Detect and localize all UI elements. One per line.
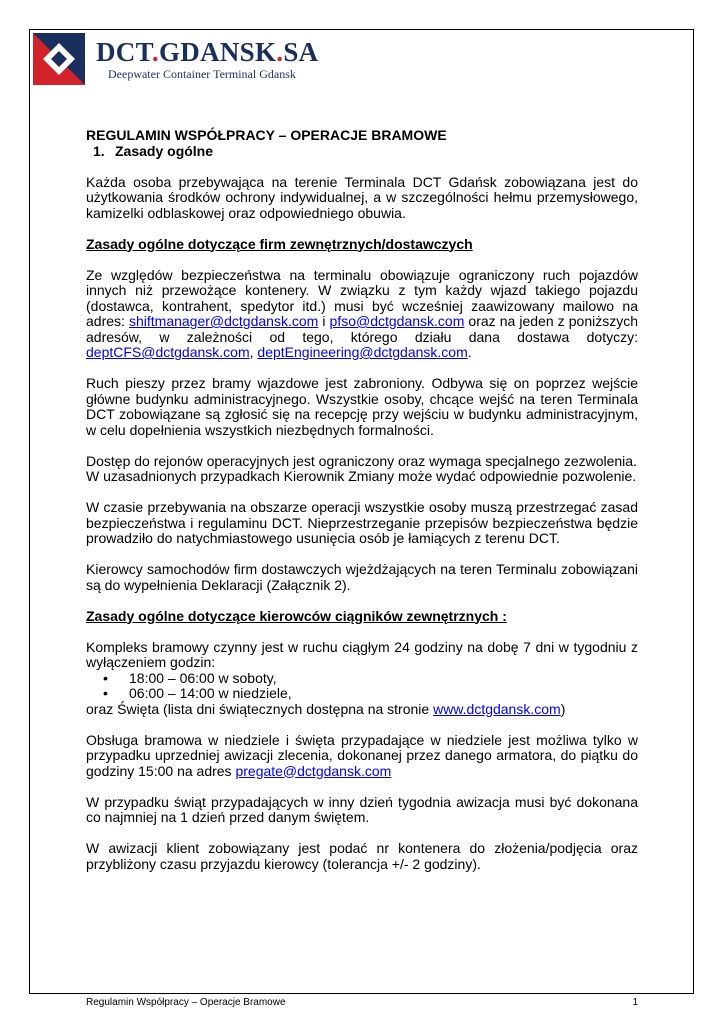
hours-list [86,671,638,702]
website-link[interactable]: www.dctgdansk.com [433,700,561,717]
dct-logo-icon [33,33,85,85]
paragraph-holiday-notice: W przypadku świąt przypadających w inny dzień tygodnia awizacja musi być dokonana co najmniej na 1 dzień przed danym świętem. [86,793,638,825]
list-item: • 06:00 – 14:00 w niedziele, [86,686,638,702]
brand-wordmark: DCT.GDANSK.SA [96,37,319,67]
subheading-drivers: Zasady ogólne dotyczące kierowców ciągników zewnętrznych : [86,607,507,624]
brand-subtitle: Deepwater Container Terminal Gdansk [108,67,296,81]
paragraph-container-notice: W awizacji klient zobowiązany jest podać nr kontenera do złożenia/podjęcia oraz przybliżony czasu przyjazdu kierowcy (tolerancja +/- 2 godziny). [86,840,638,872]
paragraph-restricted-access: Dostęp do rejonów operacyjnych jest ograniczony oraz wymaga specjalnego zezwolenia. W uzasadnionych przypadkach Kierownik Zmiany może wydać odpowiednie pozwolenie. [86,452,637,484]
document-body [86,128,638,872]
page-footer [86,997,638,1008]
email-link-pfso[interactable]: pfso@dctgdansk.com [329,313,465,329]
paragraph-gate-hours: Kompleks bramowy czynny jest w ruchu ciągłym 24 godziny na dobę 7 dni w tygodniu z wyłączeniem godzin: [86,638,638,670]
paragraph-ppe: Każda osoba przebywająca na terenie Terminala DCT Gdańsk zobowiązana jest do użytkowania środków ochrony indywidualnej, a w szczególności hełmu przemysłowego, kamizelki odblaskowej oraz odpowiedniego obuwia. [86,173,638,221]
subheading-suppliers: Zasady ogólne dotyczące firm zewnętrznych/dostawczych [86,235,473,252]
section-heading: 1. Zasady ogólne [93,142,214,159]
paragraph-declaration: Kierowcy samochodów firm dostawczych wjeżdżających na teren Terminalu zobowiązani są do wypełnienia Deklaracji (Załącznik 2). [86,561,638,593]
email-link-deptcfs[interactable]: deptCFS@dctgdansk.com [86,344,250,360]
paragraph-vehicle-access: Ze względów bezpieczeństwa na terminalu obowiązuje ograniczony ruch pojazdów innych niż przewożące kontenery. W związku z tym każdy wjazd takiego pojazdu (dostawca, kontrahent, spedytor itd.) musi być wcześniej zaawizowany mailowo na adres: shiftmanager@dctgdansk.com i pfso@dctgdansk.com oraz na jeden z poniższych adresów, w zależności od tego, którego działu dana dostawa dotyczy: deptCFS@dctgdansk.com, deptEngineering@dctgdansk.com. [86,266,638,360]
email-link-shiftmanager[interactable]: shiftmanager@dctgdansk.com [128,313,319,329]
paragraph-holidays: oraz Święta (lista dni świątecznych dostępna na stronie www.dctgdansk.com) [86,700,566,717]
paragraph-weekend-service: Obsługa bramowa w niedziele i święta przypadające w niedziele jest możliwa tylko w przypadku uprzedniej awizacji zlecenia, dokonanej przez danego armatora, do piątku do godziny 15:00 na adres pregate@dctgdansk.com [86,731,638,779]
email-link-deptengineering[interactable]: deptEngineering@dctgdansk.com [257,344,468,360]
page-number: 1 [632,997,638,1008]
list-item: • 18:00 – 06:00 w soboty, [86,671,638,687]
paragraph-pedestrian: Ruch pieszy przez bramy wjazdowe jest zabroniony. Odbywa się on poprzez wejście główne budynku administracyjnego. Wszystkie osoby, chcące wejść na teren Terminala DCT zobowiązane są zgłosić się na recepcję przy wejściu w budynku administracyjnym, w celu dopełnienia wszystkich niezbędnych formalności. [86,375,638,438]
footer-title: Regulamin Współpracy – Operacje Bramowe [86,997,286,1008]
email-link-pregate[interactable]: pregate@dctgdansk.com [235,762,392,779]
paragraph-safety: W czasie przebywania na obszarze operacji wszystkie osoby muszą przestrzegać zasad bezpieczeństwa i regulaminu DCT. Nieprzestrzeganie przepisów bezpieczeństwa będzie prowadziło do natychmiastowego usunięcia osób je łamiących z terenu DCT. [86,499,638,546]
document-title: REGULAMIN WSPÓŁPRACY – OPERACJE BRAMOWE [86,127,447,143]
